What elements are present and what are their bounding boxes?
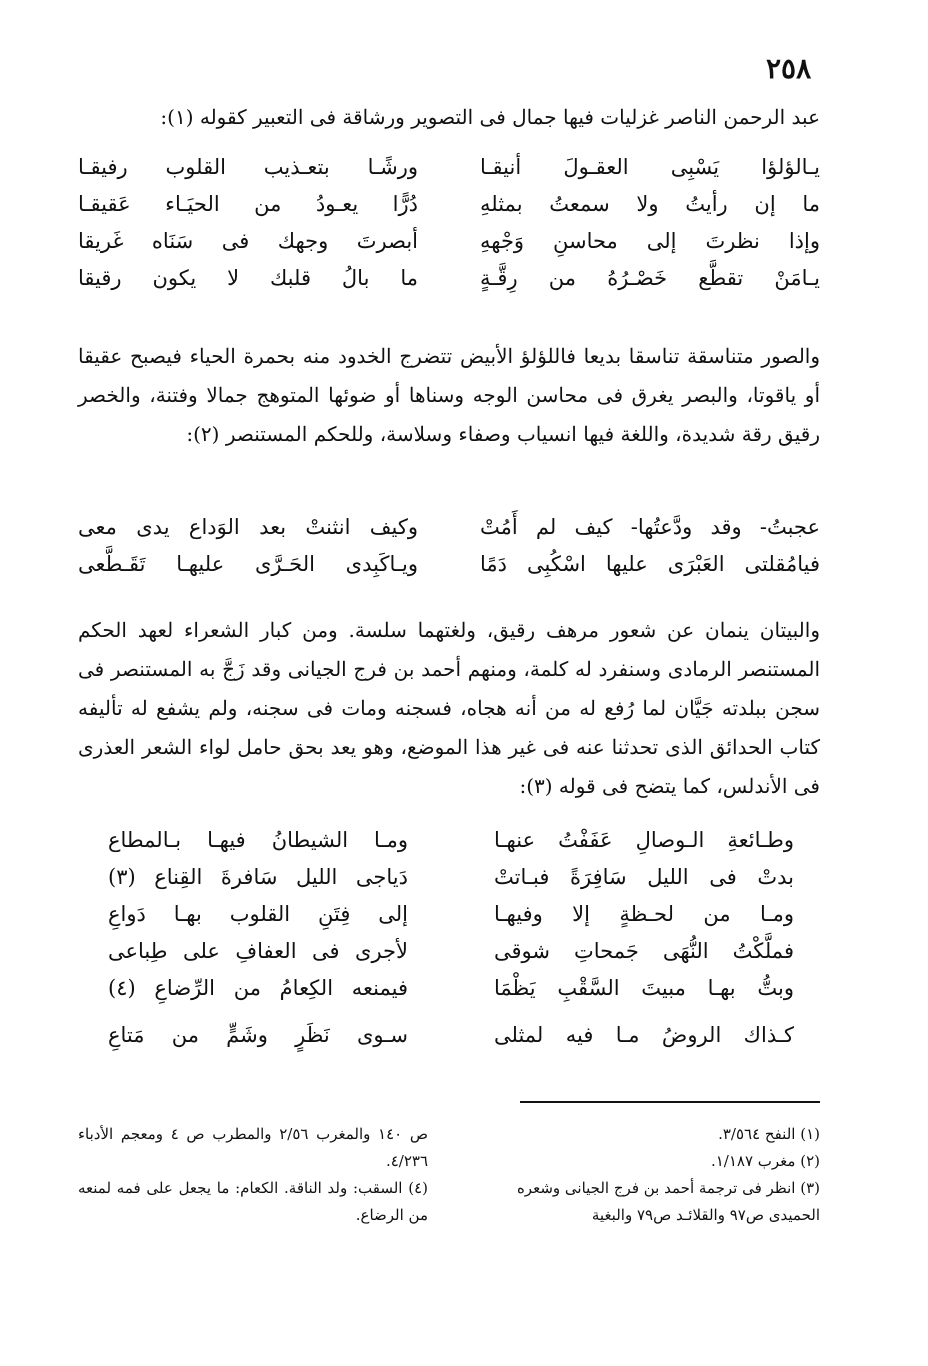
verse-second-hemistich: ومـا الشيطانُ فيهـا بـالمطاع [108,828,408,852]
verse-line [78,552,820,589]
footnotes-right-column [475,1121,820,1229]
verse-first-hemistich: وبتُّ بهـا مبيتَ السَّقْبِ يَظْمَا [494,976,794,1000]
verse-line [78,902,820,939]
verse-line [78,828,820,865]
verse-line [78,939,820,976]
verse-first-hemistich: وإذا نظرتَ إلى محاسنِ وَجْههِ [480,229,820,253]
verse-line [78,229,820,266]
verse-first-hemistich: ومـا من لحـظةٍ إلا وفيهـا [494,902,794,926]
poem-2 [78,515,820,589]
verse-second-hemistich: لأجرى فى العفافِ على طِباعى [108,939,408,963]
verse-first-hemistich: فملَّكْتُ النُّهَى جَمحاتِ شوقى [494,939,794,963]
verse-first-hemistich: وطـائعةِ الـوصالِ عَفَفْتُ عنهـا [494,828,794,852]
verse-second-hemistich: فيمنعه الكِعامُ من الرِّضاعِ (٤) [108,976,408,1000]
poem-1 [78,155,820,303]
paragraph-3: والبيتان ينمان عن شعور مرهف رقيق، ولغتهما سلسة. ومن كبار الشعراء لعهد الحكم المستنصر الرمادى وسنفرد له كلمة، ومنهم أحمد بن فرج الجيانى وقد زَجَّ به المستنصر فى سجن ببلدته جَيَّان لما رُفع له من أنه هجاه، فسجنه ومات فى سجنه، ولم يشفع له تأليفه كتاب الحدائق الذى تحدثنا عنه فى غير هذا الموضع، وهو يعد بحق حامل لواء الشعر العذرى فى الأندلس، كما يتضح فى قوله (٣): [78,618,820,798]
verse-second-hemistich: وكيف انثنتْ بعد الوَداع يدى معى [78,515,418,539]
verse-first-hemistich: كـذاك الروضُ مـا فيه لمثلى [494,1023,794,1047]
verse-second-hemistich: دُرًّا يعـودُ من الحيَـاء عَقيقـا [78,192,418,216]
intro-line: عبد الرحمن الناصر غزليات فيها جمال فى التصوير ورشاقة فى التعبير كقوله (١): [160,105,820,129]
footnote: (٤) السقب: ولد الناقة. الكعام: ما يجعل على فمه لمنعه من الرضاع. [78,1179,428,1224]
verse-second-hemistich: دَياجى الليل سَافرةَ القِناع (٣) [108,865,408,889]
verse-line [78,266,820,303]
verse-second-hemistich: سـوى نَظَرٍ وشَمٍّ من مَتاعِ [108,1023,408,1047]
verse-second-hemistich: إلى فِتَنِ القلوب بهـا دَواعِ [108,902,408,926]
verse-first-hemistich: بدتْ فى الليل سَافِرَةً فبـاتتْ [494,865,794,889]
footnotes-left-column [78,1121,428,1229]
verse-first-hemistich: يـالؤلؤا يَسْبِى العقـولَ أنيقـا [480,155,820,179]
verse-first-hemistich: فيامُقلتى العَبْرَى عليها اسْكُبِى دَمًا [480,552,820,576]
verse-first-hemistich: يـامَنْ تقطَّع خَصْـرُهُ من رِقَّـةٍ [480,266,820,290]
verse-first-hemistich: ما إن رأيتُ ولا سمعتُ بمثلهِ [480,192,820,216]
verse-line [78,865,820,902]
verse-line [78,192,820,229]
poem-3 [78,828,820,1060]
verse-second-hemistich: أبصرتَ وجهك فى سَنَاه غَريقا [78,229,418,253]
footnote: (٣) انظر فى ترجمة أحمد بن فرج الجيانى وشعره الحميدى ص٩٧ والقلائـد ص٧٩ والبغية [516,1179,820,1224]
verse-line [78,515,820,552]
footnote: (٢) مغرب ١/١٨٧. [710,1152,820,1170]
verse-line [78,976,820,1013]
verse-line [78,1023,820,1060]
verse-second-hemistich: ورشًـا بتعـذيب القلوب رفيقـا [78,155,418,179]
footnote-divider [520,1101,820,1103]
verse-second-hemistich: ما بالُ قلبك لا يكون رقيقا [78,266,418,290]
verse-second-hemistich: ويـاكَبِدى الحَـرَّى عليهـا تَقَـطَّعى [78,552,418,576]
footnote: (١) النفح ٣/٥٦٤. [718,1125,820,1143]
paragraph-2: والصور متناسقة تناسقا بديعا فاللؤلؤ الأبيض تتضرج الخدود منه بحمرة الحياء فيصبح عقيقا أو ياقوتا، والبصر يغرق فى محاسن الوجه وسناها أو ضوئها المتوهج جمالا وفتنة، والخصر رقيق رقة شديدة، واللغة فيها انسياب وصفاء وسلاسة، وللحكم المستنصر (٢): [78,344,820,446]
footnote: ص ١٤٠ والمغرب ٢/٥٦ والمطرب ص ٤ ومعجم الأدباء ٤/٢٣٦. [78,1125,428,1170]
verse-line [78,155,820,192]
page-number: ٢٥٨ [766,52,812,85]
verse-first-hemistich: عجبتُ- وقد ودَّعتُها- كيف لم أَمُتْ [480,515,820,539]
